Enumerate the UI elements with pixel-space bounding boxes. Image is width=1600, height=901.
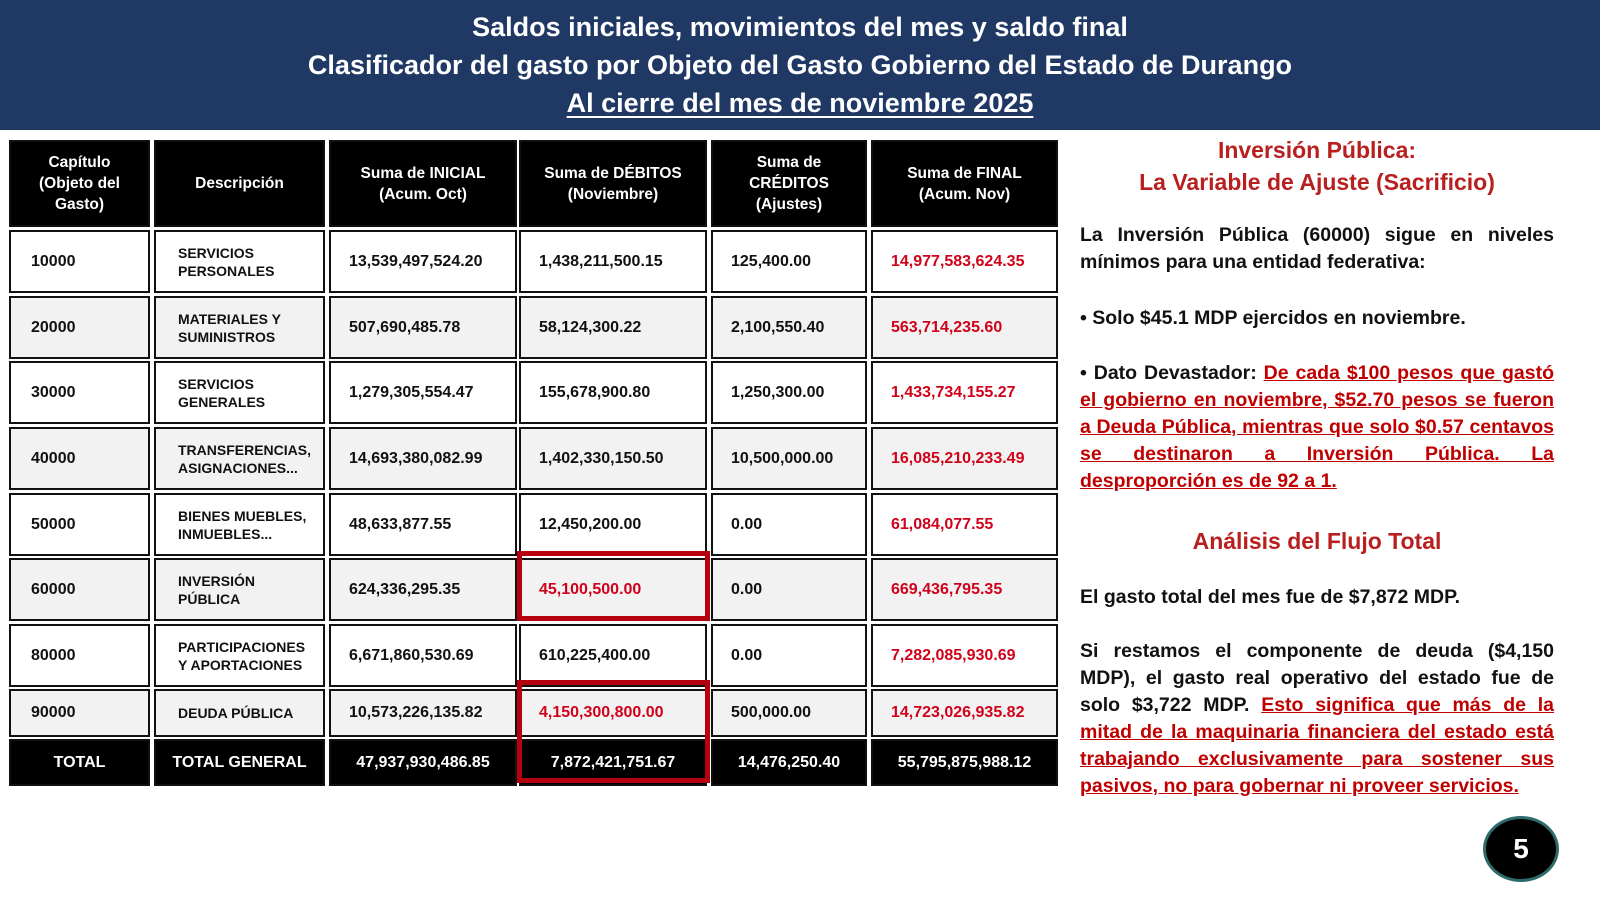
total-row-chapter-text: TOTAL <box>53 753 106 771</box>
table-row-50000-debits-text: 12,450,200.00 <box>539 515 642 533</box>
table-row-80000-description-text: PARTICIPACIONES Y APORTACIONES <box>178 638 306 673</box>
table-row-80000-initial <box>329 624 517 687</box>
table-row-50000-chapter-text: 50000 <box>31 515 76 533</box>
slide-header <box>0 0 1600 130</box>
side-title-1: Inversión Pública: <box>1217 137 1417 163</box>
table-row-20000-initial <box>329 296 517 359</box>
table-row-50000-initial <box>329 493 517 556</box>
table-row-90000-credits <box>711 689 867 737</box>
table-row-20000-final <box>871 296 1058 359</box>
side-paragraph-4: El gasto total del mes fue de $7,872 MDP. <box>1080 586 1461 608</box>
column-header-credits-text: Suma de CRÉDITOS (Ajustes) <box>749 154 829 213</box>
column-header-description-text: Descripción <box>195 175 284 192</box>
table-row-10000-credits <box>711 230 867 293</box>
total-row-initial <box>329 739 517 786</box>
table-row-80000-final <box>871 624 1058 687</box>
column-header-debits-text: Suma de DÉBITOS (Noviembre) <box>544 164 682 203</box>
table-row-10000-credits-text: 125,400.00 <box>731 252 812 270</box>
side-paragraph-3-highlight: De cada $100 pesos que gastó el gobierno en noviembre, $52.70 pesos se fueron a Deuda Pública, mientras que solo $0.57 centavos se destinaron a Inversión Pública. La desproporción es de 92 a 1. <box>1080 362 1554 492</box>
table-row-60000-chapter-text: 60000 <box>31 580 76 598</box>
header-title-line2: Clasificador del gasto por Objeto del Gasto Gobierno del Estado de Durango <box>307 50 1293 80</box>
total-row-final <box>871 739 1058 786</box>
total-row-final-text: 55,795,875,988.12 <box>897 753 1032 771</box>
side-paragraph-3 <box>1080 360 1554 495</box>
table-row-10000-description-text: SERVICIOS PERSONALES <box>178 244 275 279</box>
column-header-final-text: Suma de FINAL (Acum. Nov) <box>907 164 1022 203</box>
table-row-80000-debits-text: 610,225,400.00 <box>539 646 651 664</box>
table-row-40000-chapter <box>9 427 150 490</box>
table-row-20000-debits <box>519 296 707 359</box>
table-row-40000-debits <box>519 427 707 490</box>
table-row-50000-credits-text: 0.00 <box>731 515 763 533</box>
total-row-chapter <box>9 739 150 786</box>
table-row-80000-chapter-text: 80000 <box>31 646 76 664</box>
table-row-30000-credits <box>711 361 867 424</box>
total-row-credits <box>711 739 867 786</box>
table-row-20000-initial-text: 507,690,485.78 <box>349 318 461 336</box>
table-row-10000-initial-text: 13,539,497,524.20 <box>349 252 483 270</box>
side-paragraph-5 <box>1080 638 1554 800</box>
table-row-10000-final-text: 14,977,583,624.35 <box>891 252 1025 270</box>
table-row-40000-final-text: 16,085,210,233.49 <box>891 449 1025 467</box>
table-row-40000-initial-text: 14,693,380,082.99 <box>349 449 483 467</box>
table-row-20000-debits-text: 58,124,300.22 <box>539 318 642 336</box>
table-row-30000-credits-text: 1,250,300.00 <box>731 383 825 401</box>
table-row-50000-final-text: 61,084,077.55 <box>891 515 994 533</box>
table-row-20000-credits-text: 2,100,550.40 <box>731 318 825 336</box>
table-row-90000-debits <box>519 689 707 737</box>
table-row-20000-credits <box>711 296 867 359</box>
table-row-60000-initial-text: 624,336,295.35 <box>349 580 461 598</box>
table-row-60000-initial <box>329 558 517 621</box>
side-paragraph-3-lead: • Dato Devastador: <box>1080 362 1264 384</box>
total-row-debits-text: 7,872,421,751.67 <box>550 753 676 771</box>
table-row-80000-credits-text: 0.00 <box>731 646 763 664</box>
column-header-credits <box>711 140 867 227</box>
table-row-10000-chapter <box>9 230 150 293</box>
table-row-40000-description-text: TRANSFERENCIAS, ASIGNACIONES... <box>178 441 312 476</box>
table-row-80000-final-text: 7,282,085,930.69 <box>891 646 1016 664</box>
table-row-30000-debits-text: 155,678,900.80 <box>539 383 651 401</box>
total-row-debits <box>519 739 707 786</box>
table-row-90000-credits-text: 500,000.00 <box>731 704 812 721</box>
table-row-30000-final-text: 1,433,734,155.27 <box>891 383 1016 401</box>
side-paragraph-5-highlight: Esto significa que más de la mitad de la maquinaria financiera del estado está trabajando exclusivamente para sostener sus pasivos, no para gobernar ni proveer servicios. <box>1080 694 1554 797</box>
table-row-30000-chapter-text: 30000 <box>31 383 76 401</box>
total-row-credits-text: 14,476,250.40 <box>737 753 841 771</box>
table-row-50000-chapter <box>9 493 150 556</box>
table-row-30000-initial-text: 1,279,305,554.47 <box>349 383 474 401</box>
total-row-description <box>154 739 325 786</box>
table-row-60000-description <box>154 558 325 621</box>
table-row-80000-chapter <box>9 624 150 687</box>
table-row-50000-final <box>871 493 1058 556</box>
table-row-60000-description-text: INVERSIÓN PÚBLICA <box>178 572 256 607</box>
table-row-40000-debits-text: 1,402,330,150.50 <box>539 449 664 467</box>
table-row-80000-initial-text: 6,671,860,530.69 <box>349 646 474 664</box>
column-header-final <box>871 140 1058 227</box>
table-row-20000-chapter <box>9 296 150 359</box>
table-row-60000-final-text: 669,436,795.35 <box>891 580 1003 598</box>
column-header-chapter-text: Capítulo (Objeto del Gasto) <box>39 154 120 213</box>
column-header-description <box>154 140 325 227</box>
table-row-40000-description <box>154 427 325 490</box>
table-row-20000-description-text: MATERIALES Y SUMINISTROS <box>178 310 281 345</box>
table-row-50000-description-text: BIENES MUEBLES, INMUEBLES... <box>178 507 307 542</box>
table-row-10000-description <box>154 230 325 293</box>
column-header-initial <box>329 140 517 227</box>
table-row-90000-final-text: 14,723,026,935.82 <box>891 704 1025 721</box>
table-row-30000-debits <box>519 361 707 424</box>
table-row-50000-description <box>154 493 325 556</box>
table-row-10000-chapter-text: 10000 <box>31 252 76 270</box>
column-header-chapter <box>9 140 150 227</box>
table-row-40000-final <box>871 427 1058 490</box>
table-row-50000-initial-text: 48,633,877.55 <box>349 515 452 533</box>
table-row-90000-description-text: DEUDA PÚBLICA <box>178 705 294 721</box>
table-row-90000-description <box>154 689 325 737</box>
table-row-40000-credits-text: 10,500,000.00 <box>731 449 834 467</box>
table-row-30000-description <box>154 361 325 424</box>
column-header-initial-text: Suma de INICIAL (Acum. Oct) <box>360 164 486 203</box>
table-row-60000-final <box>871 558 1058 621</box>
table-row-20000-final-text: 563,714,235.60 <box>891 318 1003 336</box>
table-row-30000-final <box>871 361 1058 424</box>
table-row-60000-credits-text: 0.00 <box>731 580 763 598</box>
table-row-10000-final <box>871 230 1058 293</box>
header-title-line1: Saldos iniciales, movimientos del mes y saldo final <box>472 12 1128 42</box>
total-row-description-text: TOTAL GENERAL <box>172 753 307 771</box>
table-row-90000-initial-text: 10,573,226,135.82 <box>349 704 483 721</box>
table-row-10000-initial <box>329 230 517 293</box>
total-row-initial-text: 47,937,930,486.85 <box>356 753 490 771</box>
table-row-50000-credits <box>711 493 867 556</box>
side-paragraph-1: La Inversión Pública (60000) sigue en niveles mínimos para una entidad federativa: <box>1080 224 1554 273</box>
table-row-60000-debits-text: 45,100,500.00 <box>539 580 642 598</box>
side-paragraph-2: • Solo $45.1 MDP ejercidos en noviembre. <box>1080 307 1466 329</box>
header-title-line3: Al cierre del mes de noviembre 2025 <box>566 88 1034 118</box>
side-title-3: Análisis del Flujo Total <box>1192 528 1442 554</box>
table-row-30000-description-text: SERVICIOS GENERALES <box>178 375 266 410</box>
side-panel <box>1080 134 1554 198</box>
table-row-20000-chapter-text: 20000 <box>31 318 76 336</box>
table-row-30000-chapter <box>9 361 150 424</box>
table-row-30000-initial <box>329 361 517 424</box>
table-row-10000-debits <box>519 230 707 293</box>
table-row-90000-initial <box>329 689 517 737</box>
table-row-80000-description <box>154 624 325 687</box>
side-title-2: La Variable de Ajuste (Sacrificio) <box>1139 169 1495 195</box>
table-row-40000-initial <box>329 427 517 490</box>
table-row-40000-credits <box>711 427 867 490</box>
page-number-badge: 5 <box>1483 816 1559 882</box>
table-row-60000-credits <box>711 558 867 621</box>
table-row-80000-debits <box>519 624 707 687</box>
table-row-20000-description <box>154 296 325 359</box>
column-header-debits <box>519 140 707 227</box>
table-row-90000-chapter-text: 90000 <box>31 704 76 721</box>
table-row-60000-debits <box>519 558 707 621</box>
table-row-40000-chapter-text: 40000 <box>31 449 76 467</box>
table-row-50000-debits <box>519 493 707 556</box>
table-row-60000-chapter <box>9 558 150 621</box>
table-row-90000-chapter <box>9 689 150 737</box>
table-row-90000-final <box>871 689 1058 737</box>
table-row-80000-credits <box>711 624 867 687</box>
side-paragraph-5-lead: Si restamos el componente de deuda ($4,150 MDP), el gasto real operativo del estado fue de solo $3,722 MDP. <box>1080 640 1554 716</box>
table-row-10000-debits-text: 1,438,211,500.15 <box>539 252 663 270</box>
table-row-90000-debits-text: 4,150,300,800.00 <box>539 704 664 721</box>
